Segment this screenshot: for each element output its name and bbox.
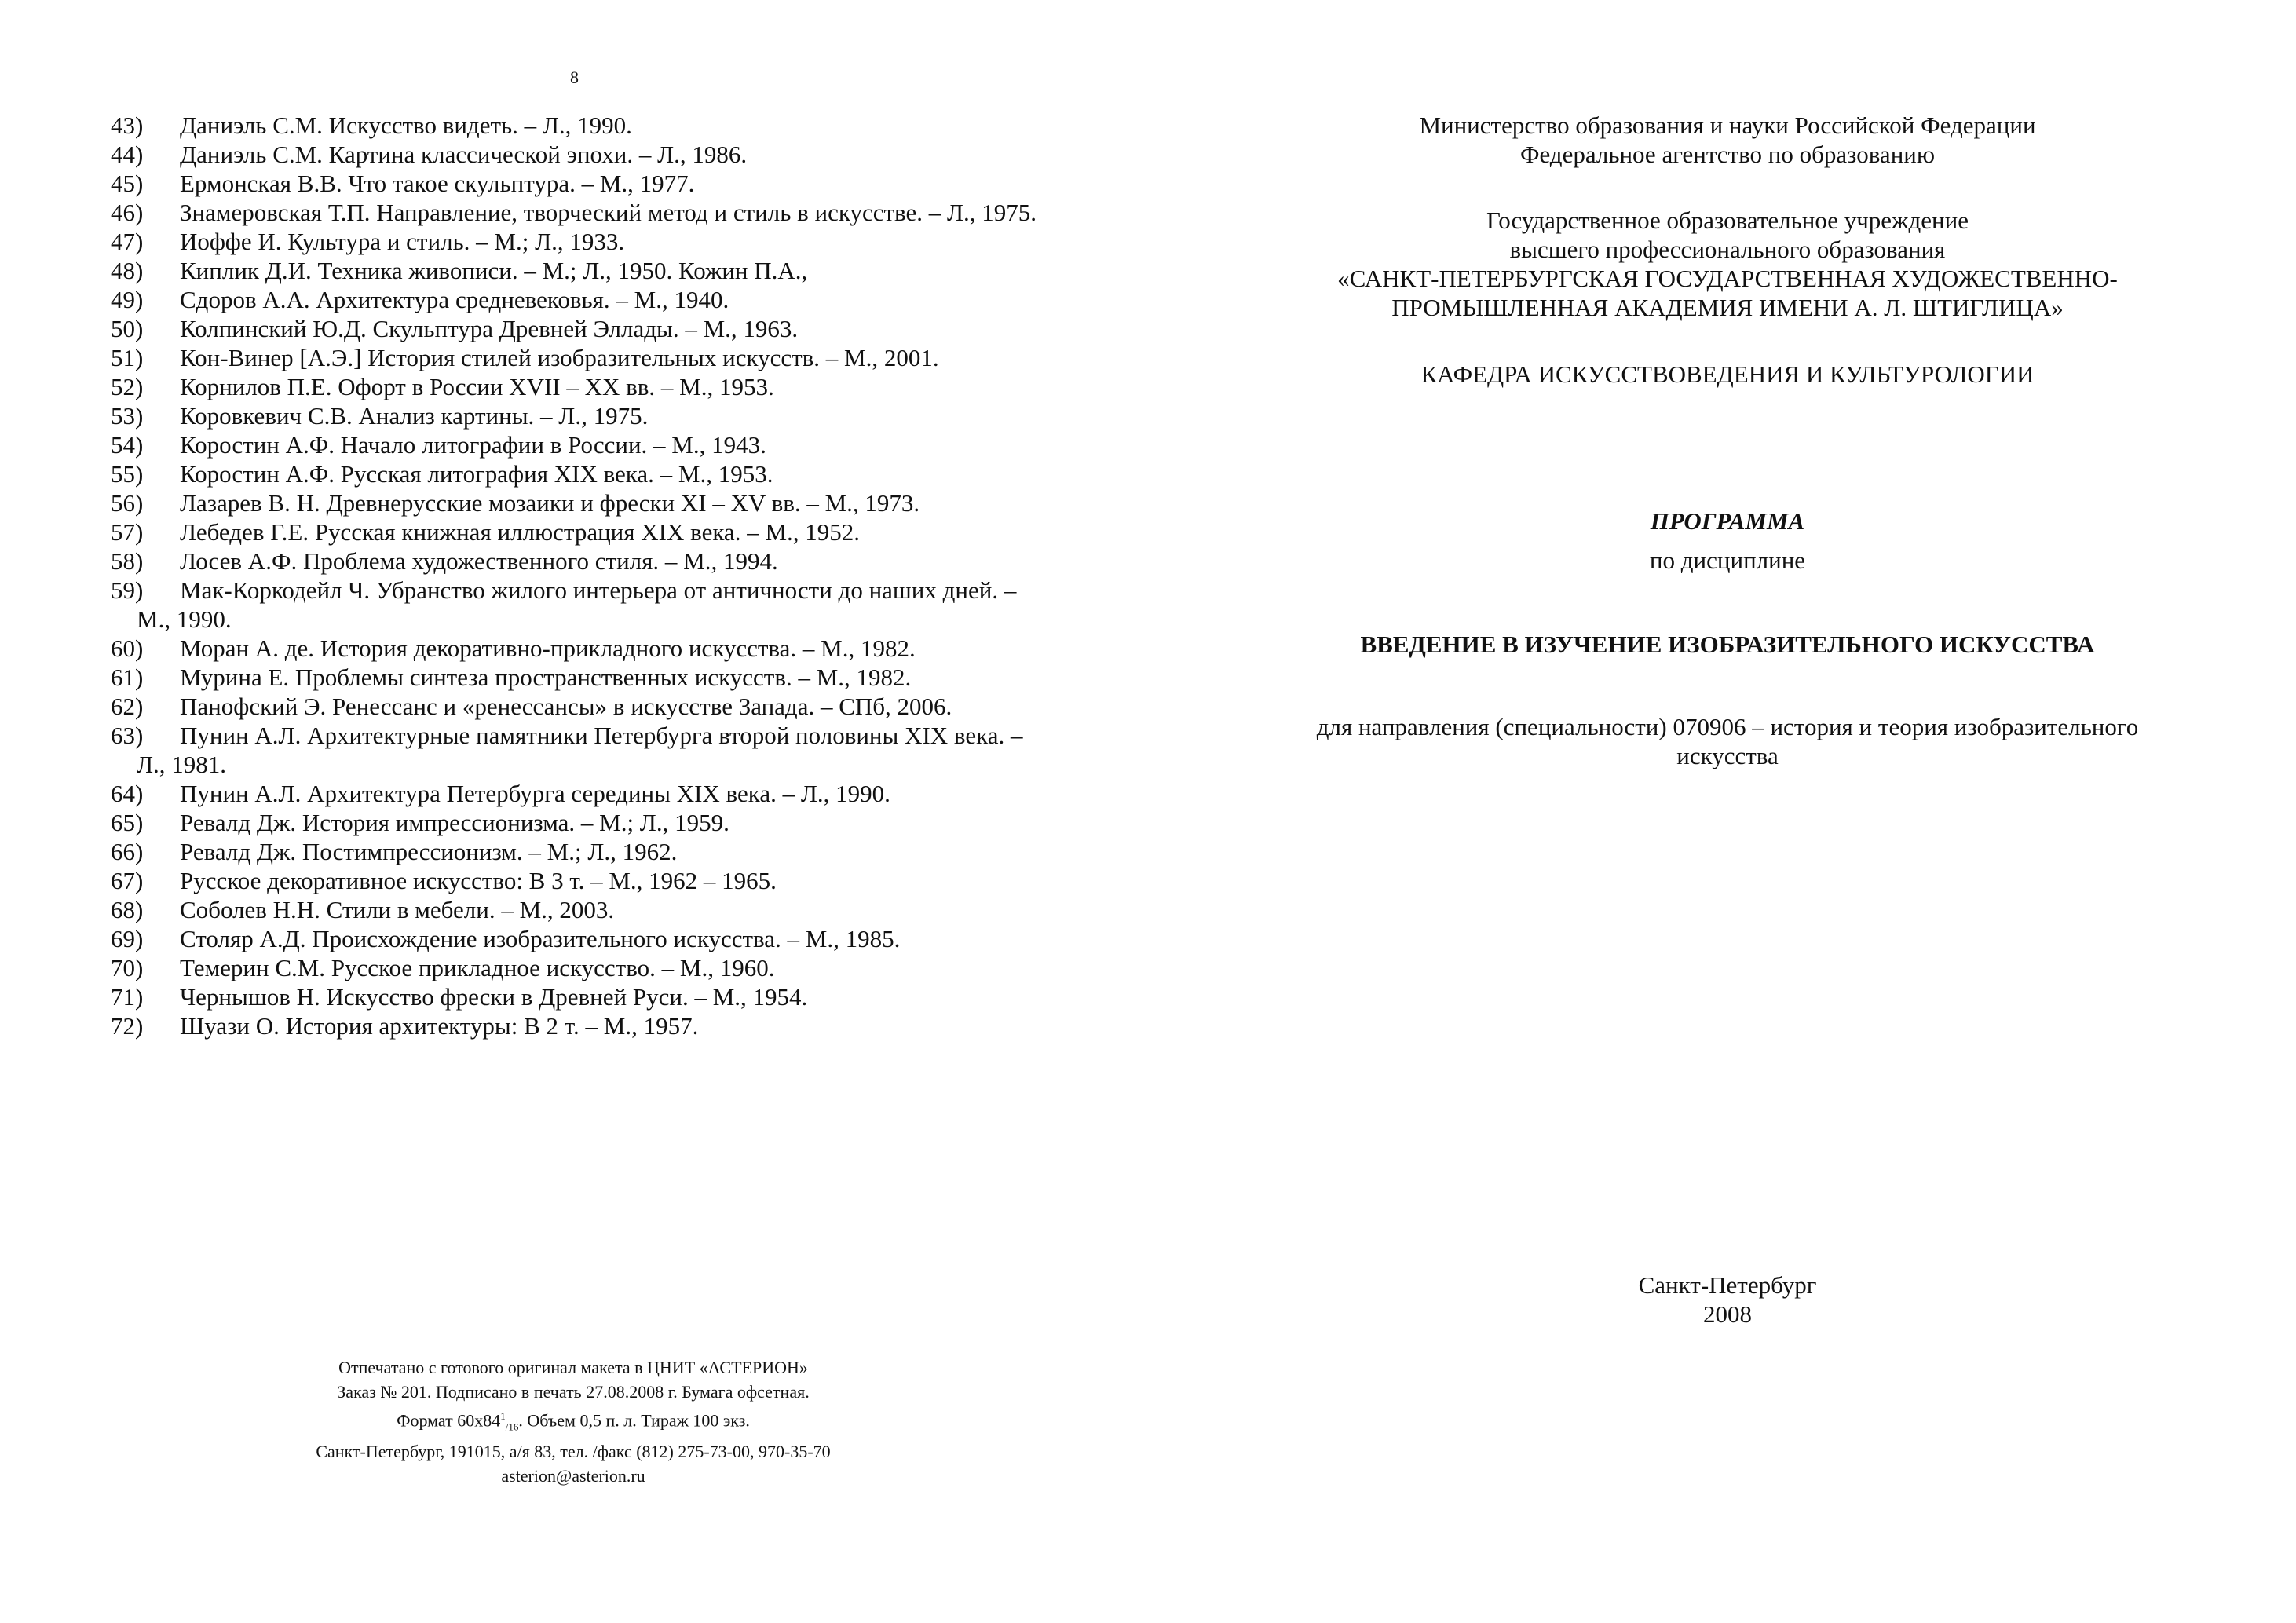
reference-number: 57): [111, 518, 144, 546]
institution-level: высшего профессионального образования: [1509, 236, 1946, 263]
list-item: [111, 895, 1053, 924]
list-item: [111, 866, 1053, 895]
reference-number: 56): [111, 489, 144, 517]
list-item: [111, 314, 1053, 343]
list-item: [111, 343, 1053, 372]
ministry-header: [1241, 111, 2214, 169]
reference-number: 69): [111, 925, 144, 952]
reference-text: Мурина Е. Проблемы синтеза пространственных искусств. – М., 1982.: [180, 663, 912, 691]
list-item: [111, 576, 1053, 634]
reference-text: Пунин А.Л. Архитектурные памятники Петербурга второй половины XIX века. – Л., 1981.: [137, 722, 1023, 778]
reference-text: Даниэль С.М. Картина классической эпохи. – Л., 1986.: [180, 141, 748, 168]
list-item: [111, 401, 1053, 430]
reference-text: Русское декоративное искусство: В 3 т. – М., 1962 – 1965.: [180, 867, 777, 894]
reference-text: Мак-Коркодейл Ч. Убранство жилого интерьера от античности до наших дней. – М., 1990.: [137, 576, 1017, 633]
list-item: [111, 430, 1053, 459]
imprint-format-prefix: Формат 60х84: [397, 1410, 501, 1431]
reference-number: 61): [111, 663, 144, 691]
reference-number: 44): [111, 141, 144, 168]
list-item: [111, 953, 1053, 982]
reference-number: 62): [111, 693, 144, 720]
list-item: [111, 372, 1053, 401]
direction-line1: для направления (специальности) 070906 – история и теория изобразительного: [1316, 713, 2139, 740]
reference-text: Панофский Э. Ренессанс и «ренессансы» в искусстве Запада. – СПб, 2006.: [180, 693, 952, 720]
reference-text: Кон-Винер [А.Э.] История стилей изобразительных искусств. – М., 2001.: [180, 344, 939, 371]
list-item: [111, 779, 1053, 808]
agency-name: Федеральное агентство по образованию: [1519, 141, 1936, 168]
institution-header: [1241, 206, 2214, 322]
list-item: [111, 140, 1053, 169]
reference-number: 66): [111, 838, 144, 865]
reference-number: 43): [111, 111, 144, 139]
reference-text: Корнилов П.Е. Офорт в России XVII – XX вв. – М., 1953.: [180, 373, 774, 400]
reference-text: Соболев Н.Н. Стили в мебели. – М., 2003.: [180, 896, 615, 923]
list-item: [111, 517, 1053, 546]
page-number: 8: [570, 68, 579, 87]
reference-text: Ревалд Дж. История импрессионизма. – М.; Л., 1959.: [180, 809, 729, 836]
reference-number: 71): [111, 983, 144, 1011]
reference-number: 70): [111, 954, 144, 981]
direction-text: [1264, 712, 2191, 770]
reference-number: 60): [111, 634, 144, 662]
reference-text: Пунин А.Л. Архитектура Петербурга середины XIX века. – Л., 1990.: [180, 780, 890, 807]
department-name: КАФЕДРА ИСКУССТВОВЕДЕНИЯ И КУЛЬТУРОЛОГИИ: [1420, 360, 2035, 388]
list-item: [111, 1011, 1053, 1040]
reference-text: Коростин А.Ф. Начало литографии в России. – М., 1943.: [180, 431, 766, 459]
reference-text: Лазарев В. Н. Древнерусские мозаики и фрески XI – XV вв. – М., 1973.: [180, 489, 920, 517]
reference-number: 63): [111, 722, 144, 749]
reference-text: Иоффе И. Культура и стиль. – М.; Л., 1933.: [180, 228, 625, 255]
reference-text: Столяр А.Д. Происхождение изобразительного искусства. – М., 1985.: [180, 925, 901, 952]
reference-text: Колпинский Ю.Д. Скульптура Древней Эллады. – М., 1963.: [180, 315, 799, 342]
list-item: [111, 837, 1053, 866]
program-subtitle: по дисциплине: [1649, 546, 1806, 574]
imprint-address: Санкт-Петербург, 191015, а/я 83, тел. /факс (812) 275-73-00, 970-35-70: [316, 1441, 831, 1461]
list-item: [111, 692, 1053, 721]
list-item: [111, 227, 1053, 256]
reference-number: 47): [111, 228, 144, 255]
reference-text: Чернышов Н. Искусство фрески в Древней Руси. – М., 1954.: [180, 983, 808, 1011]
list-item: [111, 924, 1053, 953]
reference-number: 59): [111, 576, 144, 604]
reference-number: 64): [111, 780, 144, 807]
list-item: [111, 111, 1053, 140]
imprint-format-sub: /16: [505, 1420, 519, 1433]
reference-number: 68): [111, 896, 144, 923]
list-item: [111, 721, 1053, 779]
reference-number: 51): [111, 344, 144, 371]
list-item: [111, 982, 1053, 1011]
list-item: [111, 488, 1053, 517]
reference-text: Лосев А.Ф. Проблема художественного стиля. – М., 1994.: [180, 547, 778, 575]
title-page: [1241, 0, 2214, 1623]
reference-text: Темерин С.М. Русское прикладное искусство. – М., 1960.: [180, 954, 775, 981]
reference-list: [111, 111, 1053, 1040]
reference-text: Киплик Д.И. Техника живописи. – М.; Л., 1950. Кожин П.А.,: [180, 257, 808, 284]
list-item: [111, 459, 1053, 488]
reference-number: 72): [111, 1012, 144, 1040]
reference-text: Знамеровская Т.П. Направление, творческий метод и стиль в искусстве. – Л., 1975.: [180, 199, 1037, 226]
imprint-email: asterion@asterion.ru: [501, 1465, 645, 1486]
institution-name-line2: ПРОМЫШЛЕННАЯ АКАДЕМИЯ ИМЕНИ А. Л. ШТИГЛИЦА»: [1391, 294, 2064, 321]
reference-number: 67): [111, 867, 144, 894]
reference-number: 55): [111, 460, 144, 488]
reference-number: 45): [111, 170, 144, 197]
list-item: [111, 808, 1053, 837]
reference-text: Ермонская В.В. Что такое скульптура. – М., 1977.: [180, 170, 695, 197]
publication-place: [1241, 1270, 2214, 1329]
reference-number: 65): [111, 809, 144, 836]
reference-number: 49): [111, 286, 144, 313]
reference-number: 52): [111, 373, 144, 400]
imprint-format: [196, 1404, 950, 1439]
institution-type: Государственное образовательное учреждение: [1486, 207, 1969, 234]
list-item: [111, 169, 1053, 198]
discipline-title: ВВЕДЕНИЕ В ИЗУЧЕНИЕ ИЗОБРАЗИТЕЛЬНОГО ИСКУССТВА: [1360, 631, 2095, 658]
imprint-order: Заказ № 201. Подписано в печать 27.08.2008 г. Бумага офсетная.: [337, 1382, 810, 1402]
reference-text: Коростин А.Ф. Русская литография XIX века. – М., 1953.: [180, 460, 773, 488]
reference-text: Лебедев Г.Е. Русская книжная иллюстрация XIX века. – М., 1952.: [180, 518, 861, 546]
reference-text: Коровкевич С.В. Анализ картины. – Л., 1975.: [180, 402, 649, 430]
reference-text: Шуази О. История архитектуры: В 2 т. – М., 1957.: [180, 1012, 699, 1040]
city-name: Санкт-Петербург: [1638, 1271, 1817, 1299]
list-item: [111, 285, 1053, 314]
ministry-name: Министерство образования и науки Российской Федерации: [1419, 111, 2036, 139]
reference-text: Моран А. де. История декоративно-прикладного искусства. – М., 1982.: [180, 634, 916, 662]
institution-name-line1: «САНКТ-ПЕТЕРБУРГСКАЯ ГОСУДАРСТВЕННАЯ ХУДОЖЕСТВЕННО-: [1337, 265, 2118, 292]
list-item: [111, 634, 1053, 663]
list-item: [111, 198, 1053, 227]
imprint-printer: Отпечатано с готового оригинал макета в ЦНИТ «АСТЕРИОН»: [338, 1358, 808, 1377]
reference-number: 48): [111, 257, 144, 284]
reference-text: Даниэль С.М. Искусство видеть. – Л., 1990.: [180, 111, 632, 139]
list-item: [111, 256, 1053, 285]
reference-text: Сдоров А.А. Архитектура средневековья. – М., 1940.: [180, 286, 729, 313]
reference-text: Ревалд Дж. Постимпрессионизм. – М.; Л., 1962.: [180, 838, 678, 865]
list-item: [111, 663, 1053, 692]
list-item: [111, 546, 1053, 576]
reference-number: 50): [111, 315, 144, 342]
imprint-block: [196, 1355, 950, 1488]
program-title: ПРОГРАММА: [1650, 507, 1805, 535]
publication-year: 2008: [1703, 1300, 1752, 1328]
reference-number: 53): [111, 402, 144, 430]
reference-number: 58): [111, 547, 144, 575]
imprint-format-sup: 1: [500, 1410, 506, 1422]
reference-number: 46): [111, 199, 144, 226]
reference-number: 54): [111, 431, 144, 459]
imprint-format-suffix: . Объем 0,5 п. л. Тираж 100 экз.: [518, 1410, 750, 1431]
direction-line2: искусства: [1676, 742, 1779, 769]
